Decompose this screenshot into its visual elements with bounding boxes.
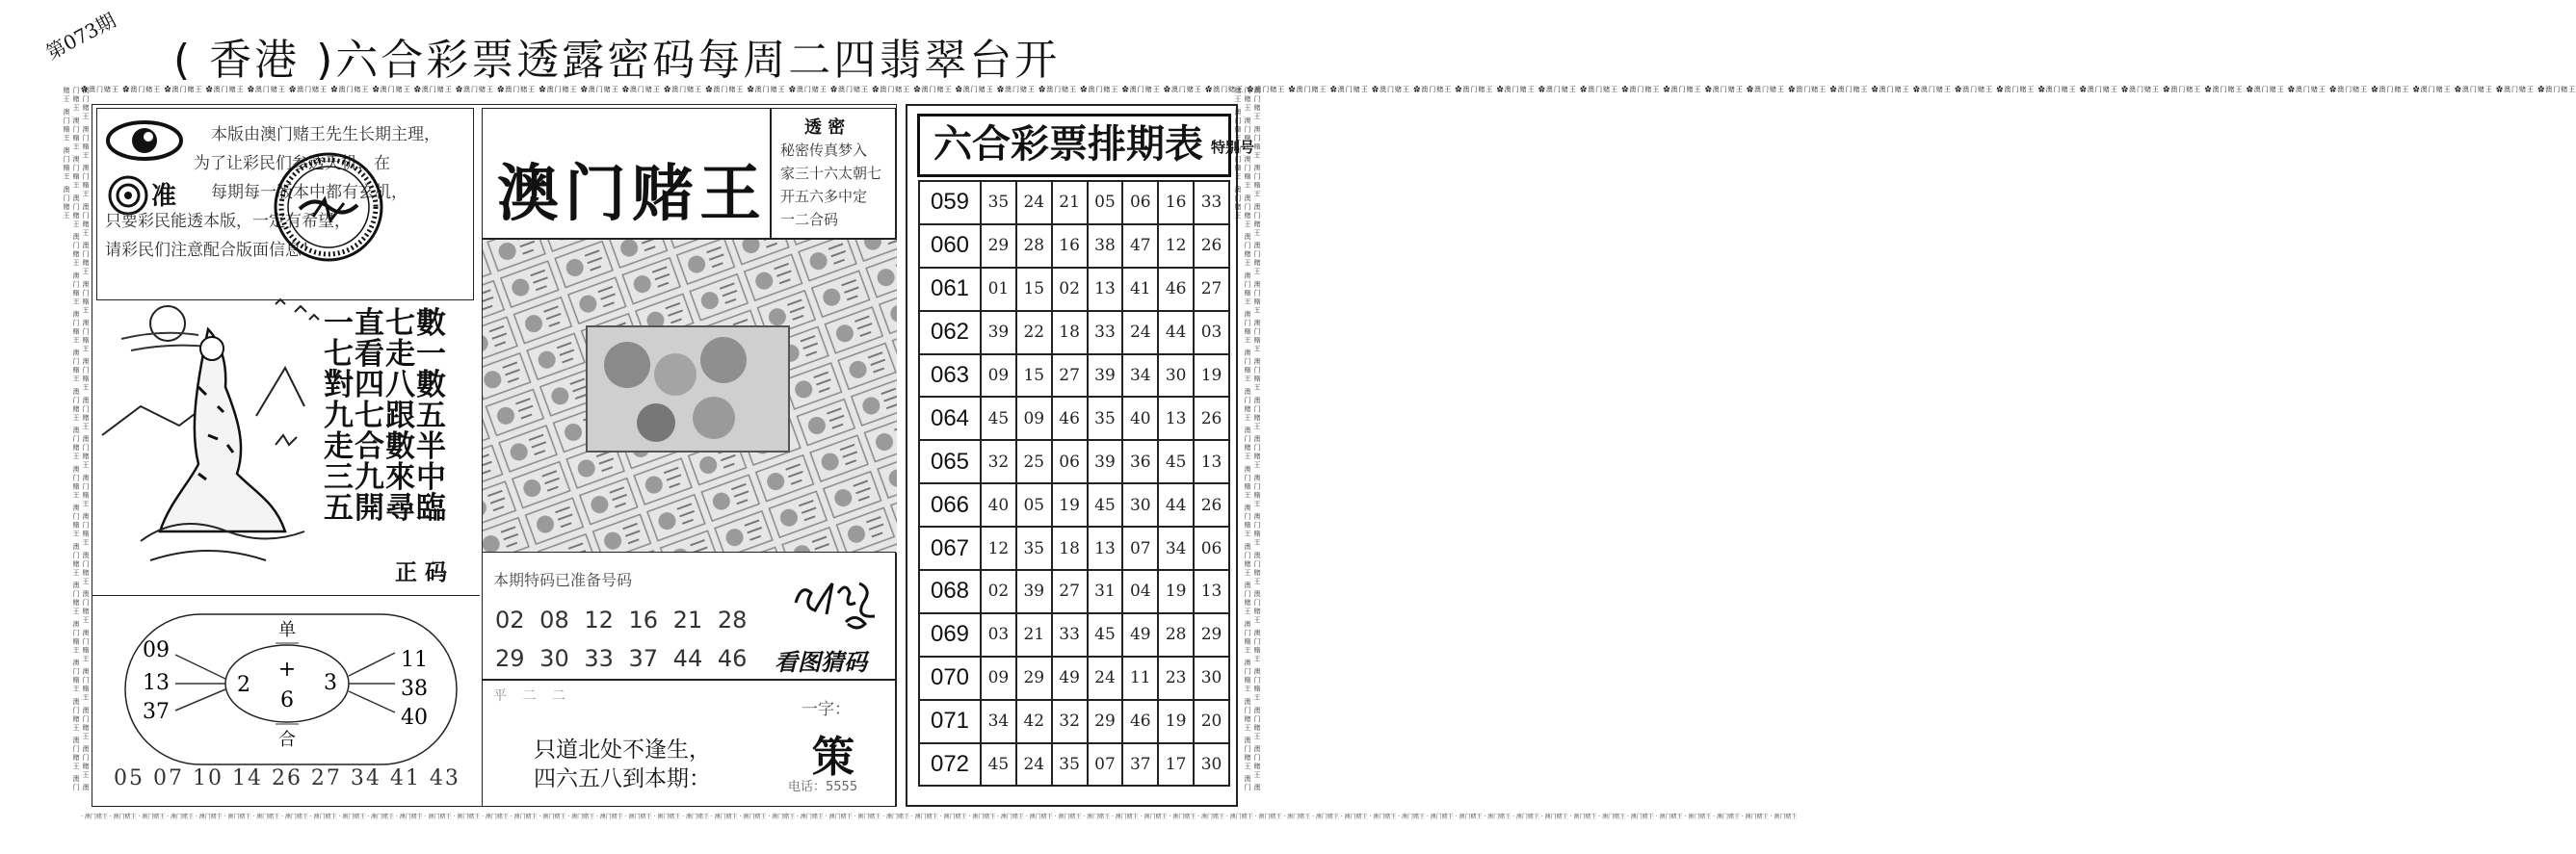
big-title: 澳门赌王 (497, 158, 767, 230)
tip-line: 四六五八到本期： (534, 766, 711, 791)
number-cell: 36 (1122, 440, 1158, 483)
number-cell: 28 (1016, 224, 1052, 268)
number-cell: 46 (1052, 397, 1088, 440)
number-cell: 05 (1016, 483, 1052, 527)
number-cell: 12 (1158, 224, 1194, 268)
number-cell: 27 (1052, 570, 1088, 613)
number-cell: 13 (1194, 570, 1229, 613)
number-cell: 18 (1052, 527, 1088, 570)
number-cell: 41 (1122, 268, 1158, 311)
decorative-border-top: ✿澳门赌王 ✿澳门赌王 ✿澳门赌王 ✿澳门赌王 ✿澳门赌王 ✿澳门赌王 ✿澳门赌王 ✿澳门赌王 ✿澳门赌王 ✿澳门赌王 ✿澳门赌王 ✿澳门赌王 ✿澳门赌王 ✿澳门赌王 ✿澳门赌王 ✿澳门赌王 ✿澳门赌王 ✿澳门赌王 ✿澳门赌王 ✿澳门赌王 ✿澳门赌王 ✿澳门赌王 ✿澳门赌王 ✿澳门赌王 ✿澳门赌王 ✿澳门赌王 ✿澳门赌王 ✿澳门赌王 ✿澳门赌王 ✿澳门赌王 ✿澳门赌王 ✿澳门赌王 ✿澳门赌王 ✿澳门赌王 ✿澳门赌王 ✿澳门赌王 ✿澳门赌王 ✿澳门赌王 ✿澳门赌王 ✿澳门赌王 ✿澳门赌王 ✿澳门赌王 ✿澳门赌王 ✿澳门赌王 ✿澳门赌王 ✿澳门赌王 ✿澳门赌王 ✿澳门赌王 ✿澳门赌王 ✿澳门赌王 ✿澳门赌王 ✿澳门赌王 ✿澳门赌王 ✿澳门赌王 ✿澳门赌王 ✿澳门赌王 ✿澳门赌王 ✿澳门赌王 ✿澳门赌王 ✿澳门赌王 (81, 86, 2576, 93)
number-cell: 12 (981, 527, 1016, 570)
number-cell: 34 (1122, 354, 1158, 398)
number-cell: 20 (1194, 700, 1229, 743)
table-row (919, 311, 1229, 354)
table-row (919, 268, 1229, 311)
period-cell: 070 (919, 657, 981, 700)
number-cell: 35 (1088, 397, 1123, 440)
number-cell: 19 (1052, 483, 1088, 527)
issue-number: 第073期 (41, 8, 120, 65)
oval-center-top: + (277, 658, 297, 682)
number-cell: 01 (981, 268, 1016, 311)
number-cell: 49 (1122, 613, 1158, 657)
secret-line: 开五六多中定 (780, 188, 868, 205)
decorative-border-right: 澳门赌王 澳门赌王 澳门赌王 澳门赌王 澳门赌王 澳门赌王 澳门赌王 澳门赌王 澳门赌王 澳门赌王 澳门赌王 澳门赌王 澳门赌王 澳门赌王 澳门赌王 澳门赌王 澳门赌王 澳门赌王 澳门赌王 澳门赌王 澳门赌王 澳门赌王 澳门赌王 澳门赌王 澳门赌王 澳门赌王 澳门赌王 澳门赌王 澳门赌王 澳门赌王 澳门赌王 澳门赌王 澳门赌王 澳门赌王 澳门赌王 澳门赌王 澳门赌王 澳门赌王 澳门赌王 澳门赌王 (1234, 87, 1261, 793)
main-number-label: 正 码 (395, 560, 448, 585)
number-cell: 49 (1052, 657, 1088, 700)
number-cell: 24 (1122, 311, 1158, 354)
number-cell: 40 (1122, 397, 1158, 440)
number-cell: 13 (1088, 527, 1123, 570)
headline: ( 香港 )六合彩票透露密码每周二四翡翠台开 (173, 36, 1061, 85)
number-cell: 19 (1194, 354, 1229, 398)
number-cell: 32 (1052, 700, 1088, 743)
number-cell: 39 (981, 311, 1016, 354)
poem-line: 走合數半 (324, 429, 447, 464)
period-cell: 063 (919, 354, 981, 398)
number-cell: 34 (1158, 527, 1194, 570)
table-row (919, 527, 1229, 570)
number-cell: 04 (1122, 570, 1158, 613)
decorative-border-left: 澳门赌王 澳门赌王 澳门赌王 澳门赌王 澳门赌王 澳门赌王 澳门赌王 澳门赌王 澳门赌王 澳门赌王 澳门赌王 澳门赌王 澳门赌王 澳门赌王 澳门赌王 澳门赌王 澳门赌王 澳门赌王 澳门赌王 澳门赌王 澳门赌王 澳门赌王 澳门赌王 澳门赌王 澳门赌王 澳门赌王 澳门赌王 澳门赌王 澳门赌王 澳门赌王 澳门赌王 澳门赌王 澳门赌王 澳门赌王 澳门赌王 澳门赌王 澳门赌王 澳门赌王 澳门赌王 澳门赌王 (63, 87, 90, 793)
number-oval-diagram (106, 607, 472, 770)
number-cell: 15 (1016, 354, 1052, 398)
number-cell: 35 (1052, 743, 1088, 787)
oval-center-right: 3 (324, 671, 337, 695)
guess-label: 看图猜码 (775, 648, 867, 676)
number-cell: 44 (1158, 483, 1194, 527)
period-cell: 071 (919, 700, 981, 743)
number-cell: 32 (981, 440, 1016, 483)
number-cell: 13 (1088, 268, 1123, 311)
table-row (919, 570, 1229, 613)
number-cell: 05 (1088, 181, 1123, 224)
number-cell: 28 (1158, 613, 1194, 657)
number-cell: 06 (1052, 440, 1088, 483)
number-cell: 11 (1122, 657, 1158, 700)
oval-right-num: 11 (401, 648, 428, 672)
number-cell: 19 (1158, 700, 1194, 743)
poem-line: 七看走一 (324, 337, 447, 372)
table-row (919, 397, 1229, 440)
table-row (919, 657, 1229, 700)
oval-left-num: 09 (143, 638, 170, 662)
table-row (919, 743, 1229, 787)
table-row (919, 613, 1229, 657)
oval-center-bottom: 6 (280, 688, 294, 712)
seal-stamp (271, 149, 386, 265)
number-cell: 45 (981, 397, 1016, 440)
number-cell: 03 (1194, 311, 1229, 354)
number-cell: 30 (1194, 743, 1229, 787)
number-cell: 45 (1088, 483, 1123, 527)
number-cell: 26 (1194, 397, 1229, 440)
money-photo-collage (482, 239, 896, 552)
number-cell: 25 (1016, 440, 1052, 483)
tip-heading: 平 二 二 (493, 688, 571, 704)
number-cell: 27 (1052, 354, 1088, 398)
number-cell: 39 (1016, 570, 1052, 613)
period-cell: 060 (919, 224, 981, 268)
number-cell: 42 (1016, 700, 1052, 743)
number-cell: 21 (1016, 613, 1052, 657)
handwritten-signature (788, 564, 894, 632)
secret-title: 透 密 (804, 117, 846, 138)
sage-illustration (102, 300, 333, 580)
number-cell: 27 (1194, 268, 1229, 311)
number-cell: 40 (981, 483, 1016, 527)
number-cell: 39 (1088, 440, 1123, 483)
number-cell: 39 (1088, 354, 1123, 398)
bottom-number-row: 05 07 10 14 26 27 34 41 43 (114, 766, 460, 790)
number-cell: 09 (1016, 397, 1052, 440)
number-cell: 06 (1194, 527, 1229, 570)
number-cell: 07 (1088, 743, 1123, 787)
period-cell: 066 (919, 483, 981, 527)
number-cell: 44 (1158, 311, 1194, 354)
number-cell: 30 (1158, 354, 1194, 398)
number-cell: 24 (1016, 181, 1052, 224)
number-cell: 22 (1016, 311, 1052, 354)
number-cell: 09 (981, 657, 1016, 700)
number-cell: 24 (1088, 657, 1123, 700)
period-cell: 069 (919, 613, 981, 657)
number-cell: 26 (1194, 224, 1229, 268)
oval-bottom-label: 合 (278, 730, 296, 750)
number-cell: 29 (1088, 700, 1123, 743)
number-cell: 45 (981, 743, 1016, 787)
numbers-line: 29 30 33 37 44 46 (495, 645, 748, 672)
table-row (919, 354, 1229, 398)
poem-line: 五開尋臨 (324, 491, 447, 526)
accuracy-mark: 准 (151, 182, 177, 211)
oval-center-left: 2 (237, 673, 250, 697)
number-cell: 37 (1122, 743, 1158, 787)
number-cell: 06 (1122, 181, 1158, 224)
number-cell: 38 (1088, 224, 1123, 268)
secret-text (780, 139, 881, 231)
poem-verse (324, 308, 447, 524)
number-cell: 29 (981, 224, 1016, 268)
number-cell: 29 (1194, 613, 1229, 657)
key-character: 策 (812, 733, 854, 782)
period-cell: 065 (919, 440, 981, 483)
numbers-line: 02 08 12 16 21 28 (495, 607, 748, 634)
notice-line: 只要彩民能透本版，一定有希望， (105, 212, 351, 231)
number-cell: 13 (1194, 440, 1229, 483)
number-cell: 45 (1088, 613, 1123, 657)
oval-top-label: 单 (278, 620, 296, 640)
oval-left-num: 13 (143, 671, 170, 695)
number-cell: 30 (1194, 657, 1229, 700)
number-cell: 45 (1158, 440, 1194, 483)
number-cell: 16 (1052, 224, 1088, 268)
number-cell: 07 (1122, 527, 1158, 570)
table-row (919, 224, 1229, 268)
number-cell: 23 (1158, 657, 1194, 700)
number-cell: 24 (1016, 743, 1052, 787)
number-cell: 30 (1122, 483, 1158, 527)
tip-line: 只道北处不逢生， (534, 738, 711, 763)
number-cell: 15 (1016, 268, 1052, 311)
period-cell: 067 (919, 527, 981, 570)
number-cell: 17 (1158, 743, 1194, 787)
number-cell: 26 (1194, 483, 1229, 527)
poem-line: 一直七數 (324, 306, 447, 341)
number-cell: 33 (1194, 181, 1229, 224)
number-cell: 16 (1158, 181, 1194, 224)
table-row (919, 483, 1229, 527)
notice-line: 请彩民们注意配合版面信息！ (105, 241, 318, 260)
one-word-label: 一字： (802, 700, 851, 719)
notice-line: 为了让彩民们参透天机，在 (194, 154, 390, 173)
notice-line: 每期每一版本中都有玄机， (211, 183, 407, 202)
numbers-heading: 本期特码已准备号码 (493, 571, 633, 589)
period-cell: 062 (919, 311, 981, 354)
schedule-title-text: 六合彩票排期表 (933, 121, 1203, 167)
poem-line: 九七跟五 (324, 399, 447, 433)
number-cell: 33 (1088, 311, 1123, 354)
number-cell: 31 (1088, 570, 1123, 613)
secret-line: 家三十六太朝七 (780, 165, 882, 182)
decorative-border-bottom: · 澳门赌王 · 澳门赌王 · 澳门赌王 · 澳门赌王 · 澳门赌王 · 澳门赌王 · 澳门赌王 · 澳门赌王 · 澳门赌王 · 澳门赌王 · 澳门赌王 · 澳门赌王 · 澳门赌王 · 澳门赌王 · 澳门赌王 · 澳门赌王 · 澳门赌王 · 澳门赌王 · 澳门赌王 · 澳门赌王 · 澳门赌王 · 澳门赌王 · 澳门赌王 · 澳门赌王 · 澳门赌王 · 澳门赌王 · 澳门赌王 · 澳门赌王 · 澳门赌王 · 澳门赌王 · 澳门赌王 · 澳门赌王 · 澳门赌王 · 澳门赌王 · 澳门赌王 · 澳门赌王 · 澳门赌王 · 澳门赌王 · 澳门赌王 · 澳门赌王 · 澳门赌王 · 澳门赌王 · 澳门赌王 · 澳门赌王 · 澳门赌王 · 澳门赌王 · 澳门赌王 · 澳门赌王 · 澳门赌王 · 澳门赌王 · 澳门赌王 · 澳门赌王 · 澳门赌王 · 澳门赌王 · 澳门赌王 · 澳门赌王 · 澳门赌王 · 澳门赌王 · 澳门赌王 · 澳门赌王 (81, 814, 1798, 820)
oval-left-num: 37 (143, 700, 170, 724)
schedule-title (917, 114, 1255, 177)
number-cell: 33 (1052, 613, 1088, 657)
phone-number: 电话：5555 (788, 780, 858, 794)
schedule-table (918, 180, 1230, 787)
number-cell: 02 (981, 570, 1016, 613)
poem-line: 對四八數 (324, 368, 447, 402)
oval-right-num: 40 (401, 706, 428, 730)
notice-panel (96, 108, 474, 300)
poem-line: 三九來中 (324, 460, 447, 495)
period-cell: 061 (919, 268, 981, 311)
number-cell: 47 (1122, 224, 1158, 268)
period-cell: 072 (919, 743, 981, 787)
number-cell: 13 (1158, 397, 1194, 440)
secret-line: 秘密传真梦入 (780, 142, 868, 159)
notice-line: 本版由澳门赌王先生长期主理， (211, 125, 440, 144)
number-cell: 35 (1016, 527, 1052, 570)
period-cell: 059 (919, 181, 981, 224)
number-cell: 21 (1052, 181, 1088, 224)
table-row (919, 700, 1229, 743)
number-cell: 19 (1158, 570, 1194, 613)
period-cell: 064 (919, 397, 981, 440)
period-cell: 068 (919, 570, 981, 613)
number-cell: 18 (1052, 311, 1088, 354)
number-cell: 02 (1052, 268, 1088, 311)
number-cell: 09 (981, 354, 1016, 398)
number-cell: 03 (981, 613, 1016, 657)
number-cell: 46 (1122, 700, 1158, 743)
oval-right-num: 38 (401, 677, 428, 701)
number-cell: 35 (981, 181, 1016, 224)
number-cell: 34 (981, 700, 1016, 743)
schedule-title-small: 特别号 (1211, 139, 1255, 156)
secret-line: 一二合码 (780, 211, 839, 228)
table-row (919, 440, 1229, 483)
number-cell: 46 (1158, 268, 1194, 311)
table-row (919, 181, 1229, 224)
number-cell: 29 (1016, 657, 1052, 700)
